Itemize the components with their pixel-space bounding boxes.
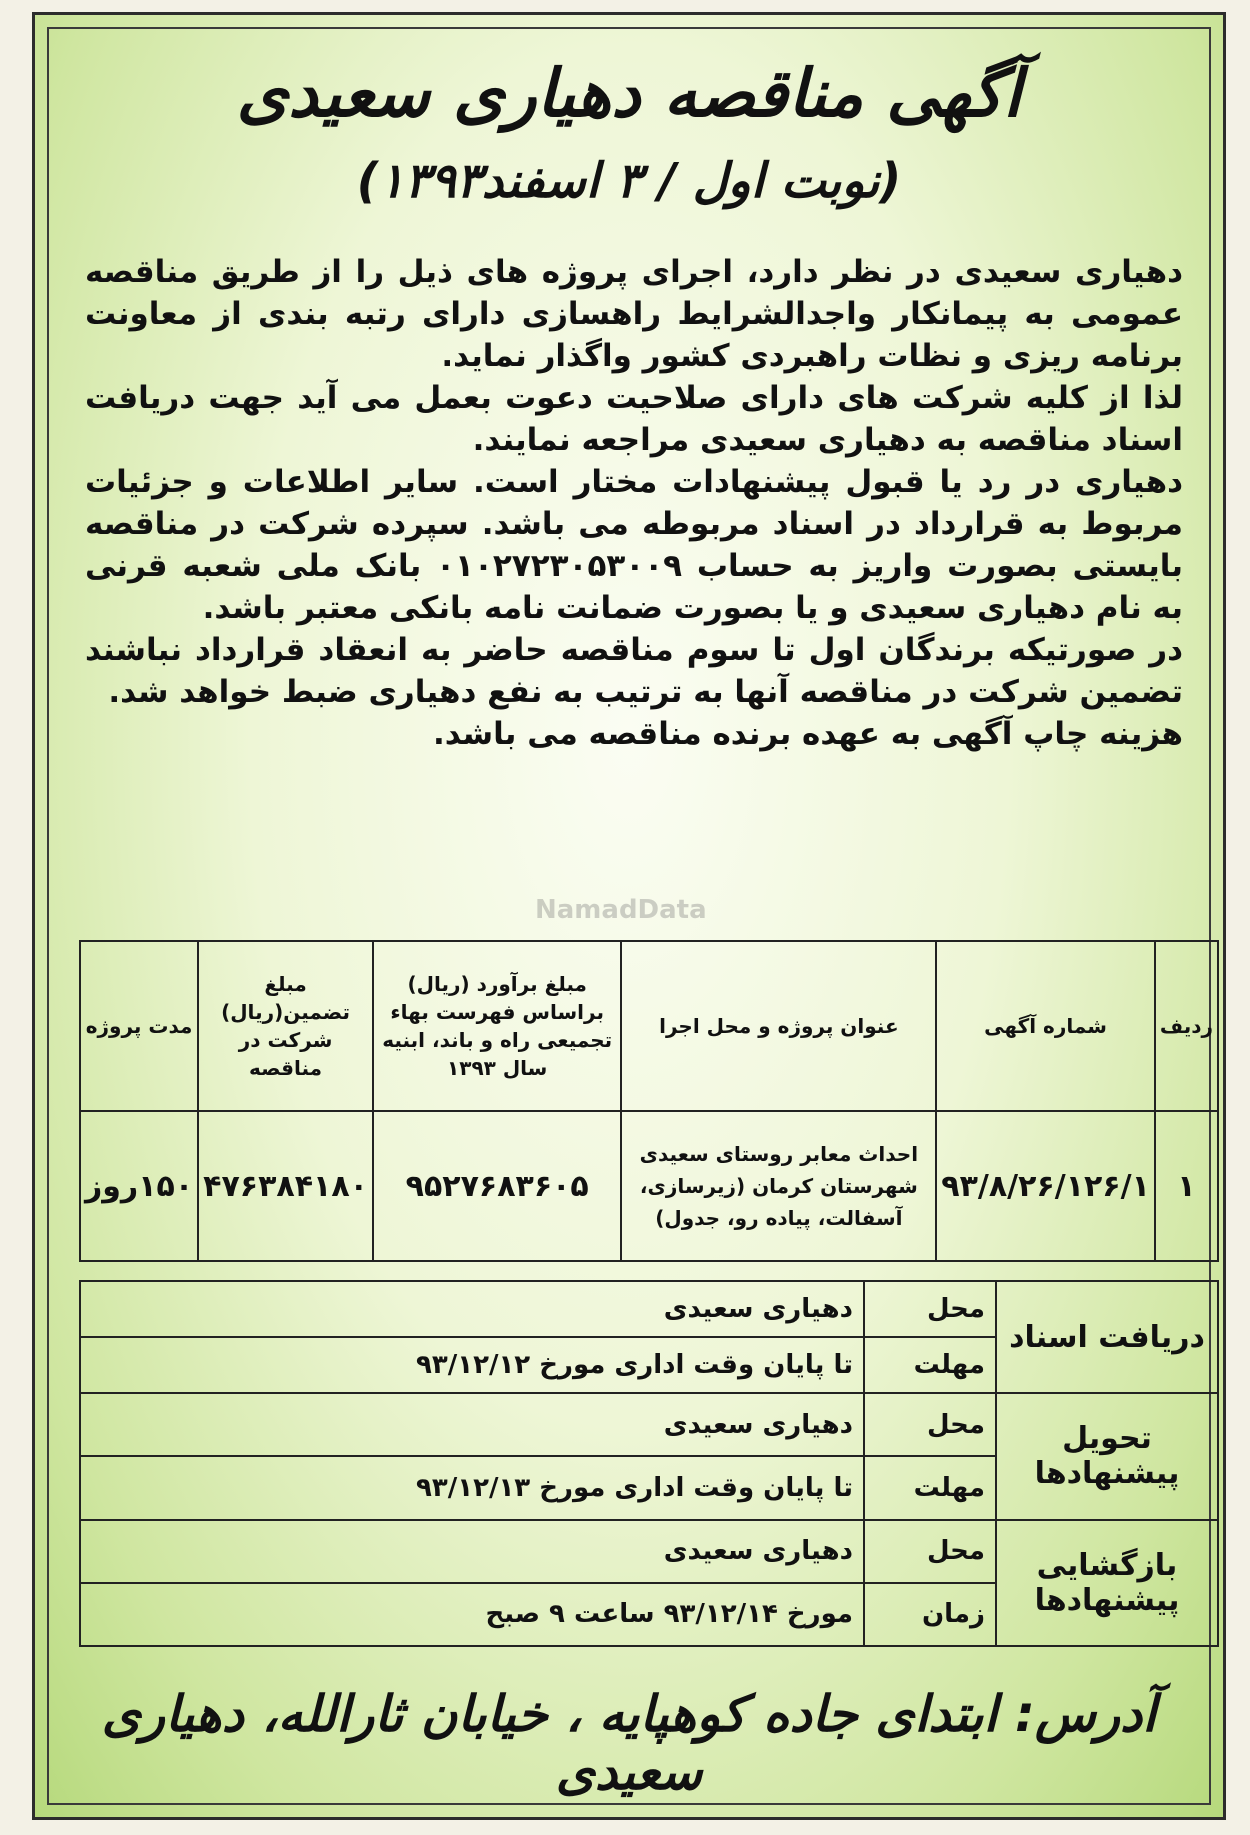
watermark-text: NamadData [535, 895, 707, 925]
table-header-row [80, 941, 1218, 1111]
value-location: دهیاری سعیدی [80, 1281, 864, 1337]
value-deadline: تا پایان وقت اداری مورخ ۹۳/۱۲/۱۲ [80, 1337, 864, 1393]
header-guarantee: مبلغ تضمین(ریال) شرکت در مناقصه [198, 941, 373, 1111]
body-paragraph: دهیاری در رد یا قبول پیشنهادات مختار است. سایر اطلاعات و جزئیات مربوط به قرارداد در اسناد مربوطه می باشد. سپرده شرکت در مناقصه بایستی بصورت واریز به حساب ۰۱۰۲۷۲۳۰۵۳۰۰۹ بانک ملی شعبه قرنی به نام دهیاری سعیدی و یا بصورت ضمانت نامه بانکی معتبر باشد. [85, 464, 1183, 626]
label-location: محل [864, 1393, 996, 1456]
table-row [80, 1111, 1218, 1261]
project-table [79, 940, 1219, 1262]
label-location: محل [864, 1520, 996, 1583]
notice-title: آگهی مناقصه دهیاری سعیدی [236, 55, 1022, 132]
schedule-row [80, 1281, 1218, 1337]
value-deadline: تا پایان وقت اداری مورخ ۹۳/۱۲/۱۳ [80, 1456, 864, 1519]
value-location: دهیاری سعیدی [80, 1520, 864, 1583]
cell-notice-number: ۹۳/۸/۲۶/۱۲۶/۱ [936, 1111, 1155, 1261]
notice-page [32, 12, 1226, 1820]
label-location: محل [864, 1281, 996, 1337]
cell-guarantee: ۴۷۶۳۸۴۱۸۰ [198, 1111, 373, 1261]
label-time: زمان [864, 1583, 996, 1646]
notice-body [85, 251, 1183, 755]
notice-subtitle: (نوبت اول / ۳ اسفند۱۳۹۳) [356, 153, 902, 209]
label-deadline: مهلت [864, 1337, 996, 1393]
header-notice-number: شماره آگهی [936, 941, 1155, 1111]
section-submission: تحویل پیشنهادها [996, 1393, 1218, 1519]
cell-estimate: ۹۵۲۷۶۸۳۶۰۵ [373, 1111, 622, 1261]
cell-duration: ۱۵۰روز [80, 1111, 198, 1261]
header-duration: مدت پروژه [80, 941, 198, 1111]
value-location: دهیاری سعیدی [80, 1393, 864, 1456]
section-opening: بازگشایی پیشنهادها [996, 1520, 1218, 1646]
body-paragraph: هزینه چاپ آگهی به عهده برنده مناقصه می باشد. [432, 716, 1183, 752]
schedule-row [80, 1393, 1218, 1456]
header-project-title: عنوان پروژه و محل اجرا [621, 941, 936, 1111]
schedule-row [80, 1520, 1218, 1583]
section-documents: دریافت اسناد [996, 1281, 1218, 1393]
cell-row-number: ۱ [1155, 1111, 1218, 1261]
body-paragraph: در صورتیکه برندگان اول تا سوم مناقصه حاضر به انعقاد قرارداد نباشند تضمین شرکت در مناقصه آنها به ترتیب به نفع دهیاری ضبط خواهد شد. [85, 632, 1183, 710]
cell-project-title: احداث معابر روستای سعیدی شهرستان کرمان (زیرسازی، آسفالت، پیاده رو، جدول) [621, 1111, 936, 1261]
header-estimate: مبلغ برآورد (ریال) براساس فهرست بهاء تجمیعی راه و باند، ابنیه سال ۱۳۹۳ [373, 941, 622, 1111]
schedule-table [79, 1280, 1219, 1647]
header-row-number: ردیف [1155, 941, 1218, 1111]
address-line: آدرس: ابتدای جاده کوهپایه ، خیابان ثارالله، دهیاری سعیدی [101, 1685, 1157, 1801]
value-time: مورخ ۹۳/۱۲/۱۴ ساعت ۹ صبح [80, 1583, 864, 1646]
body-paragraph: دهیاری سعیدی در نظر دارد، اجرای پروژه های ذیل را از طریق مناقصه عمومی به پیمانکار واجدالشرایط راهسازی دارای رتبه بندی از معاونت برنامه ریزی و نظات راهبردی کشور واگذار نماید. [85, 254, 1183, 374]
body-paragraph: لذا از کلیه شرکت های دارای صلاحیت دعوت بعمل می آید جهت دریافت اسناد مناقصه به دهیاری سعیدی مراجعه نمایند. [85, 380, 1183, 458]
label-deadline: مهلت [864, 1456, 996, 1519]
